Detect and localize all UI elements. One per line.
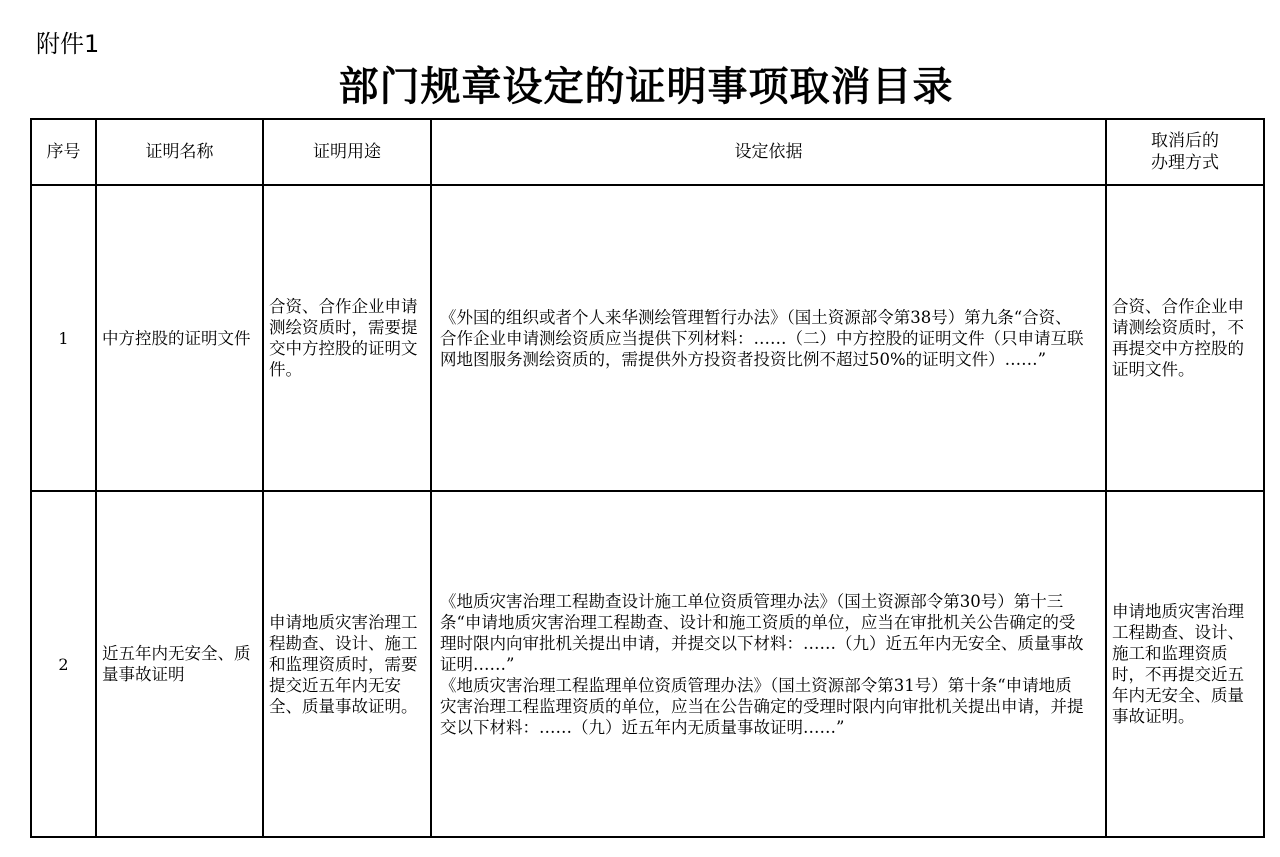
row-basis-text-2: 《地质灾害治理工程监理单位资质管理办法》（国土资源部令第31号）第十条“申请地质灾害治理工程监理资质的单位，应当在公告确定的受理时限内向审批机关提出申请，并提交以下材料：……（九）近五年内无质量事故证明……” — [440, 675, 1084, 737]
row-name — [96, 185, 263, 491]
header-purpose: 证明用途 — [263, 119, 431, 185]
header-after-cancellation — [1106, 119, 1264, 185]
row-name-text: 中方控股的证明文件 — [102, 328, 251, 348]
table-header-row — [31, 119, 1264, 185]
document-title: 部门规章设定的证明事项取消目录 — [338, 63, 954, 110]
row-after — [1106, 491, 1264, 837]
attachment-label: 附件1 — [36, 30, 100, 58]
row-purpose-text: 合资、合作企业申请测绘资质时，需要提交中方控股的证明文件。 — [269, 297, 418, 379]
row-name — [96, 491, 263, 837]
row-seq: 2 — [31, 491, 96, 837]
row-basis — [431, 185, 1106, 491]
row-after-text: 合资、合作企业申请测绘资质时，不再提交中方控股的证明文件。 — [1112, 297, 1244, 379]
header-name: 证明名称 — [96, 119, 263, 185]
row-basis-text: 《地质灾害治理工程勘查设计施工单位资质管理办法》（国土资源部令第30号）第十三条“申请地质灾害治理工程勘查、设计和施工资质的单位，应当在审批机关公告确定的受理时限内向审批机关提出申请，并提交以下材料：……（九）近五年内无安全、质量事故证明……” — [440, 591, 1084, 674]
row-after — [1106, 185, 1264, 491]
header-basis: 设定依据 — [431, 119, 1106, 185]
certificate-cancellation-table — [30, 118, 1265, 838]
row-basis-text: 《外国的组织或者个人来华测绘管理暂行办法》（国土资源部令第38号）第九条“合资、合作企业申请测绘资质应当提供下列材料：……（二）中方控股的证明文件（只申请互联网地图服务测绘资质的，需提供外方投资者投资比例不超过50%的证明文件）……” — [440, 307, 1084, 369]
row-purpose — [263, 185, 431, 491]
row-basis — [431, 491, 1106, 837]
row-after-text: 申请地质灾害治理工程勘查、设计、施工和监理资质时，不再提交近五年内无安全、质量事故证明。 — [1112, 602, 1244, 726]
row-purpose-text: 申请地质灾害治理工程勘查、设计、施工和监理资质时，需要提交近五年内无安全、质量事故证明。 — [269, 612, 418, 716]
row-name-text: 近五年内无安全、质量事故证明 — [102, 644, 251, 684]
header-seq: 序号 — [31, 119, 96, 185]
header-after-line2: 办理方式 — [1151, 153, 1219, 173]
header-after-line1: 取消后的 — [1151, 131, 1219, 151]
table-row — [31, 491, 1264, 837]
table-row — [31, 185, 1264, 491]
row-seq: 1 — [31, 185, 96, 491]
row-purpose — [263, 491, 431, 837]
